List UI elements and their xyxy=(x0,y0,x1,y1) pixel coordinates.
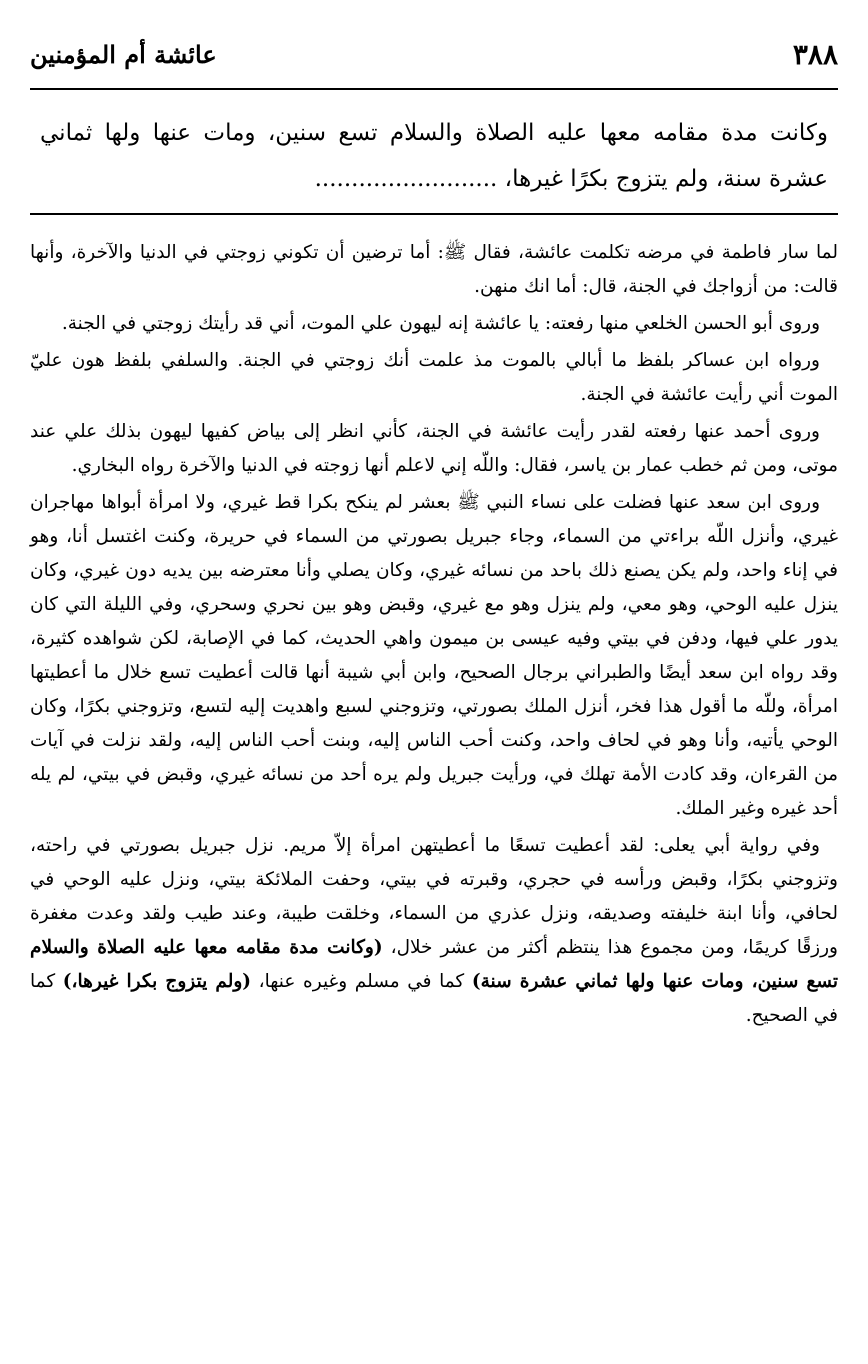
commentary-text: كما في مسلم وغيره عنها، xyxy=(258,971,465,992)
quoted-main-text: (وكانت مدة مقامه معها عليه الصلاة والسلام تسع سنين، ومات عنها ولها ثماني عشرة سنة) xyxy=(30,937,838,992)
commentary-paragraph: وروى أحمد عنها رفعته لقدر رأيت عائشة في الجنة، كأني انظر إلى بياض كفيها ليهون بذلك علي عند موتى، ومن ثم خطب عمار بن ياسر، فقال: واللّه إني لاعلم أنها زوجته في الدنيا والآخرة رواه البخاري. xyxy=(30,421,838,476)
page-number: ٣٨٨ xyxy=(792,37,838,71)
commentary-paragraph: وروى ابن سعد عنها فضلت على نساء النبي ﷺ بعشر لم ينكح بكرا قط غيري، ولا امرأة أبواها مهاجران غيري، وأنزل اللّه براءتي من السماء، وجاء جبريل بصورتي من السماء في حريرة، وكنت اغتسل أنا، وهو في إناء واحد، ولم يكن يصنع ذلك باحد من نسائه غيري، وكان يصلي وأنا معترضه بين يديه دون غيري، وكان ينزل عليه الوحي، وهو معي، ولم ينزل وهو مع غيري، وقبض وهو بين نحري وسحري، وفي الليلة التي كان يدور علي فيها، ودفن في بيتي وفيه عيسى بن ميمون واهي الحديث، كما في الإصابة، لكن شواهده كثيرة، وقد رواه ابن سعد أيضًا والطبراني برجال الصحيح، وابن أبي شيبة أنها قالت أعطيت تسع خلال ما أعطيتها امرأة، وللّه ما أقول هذا فخر، أنزل الملك بصورتي، وتزوجني لسبع واهديت إليه لتسع، وتزوجني بكرًا، وكان الوحي يأتيه، وأنا وهو في لحاف واحد، وكنت أحب الناس إليه، وبنت أحب الناس إليه، ولقد نزلت في آيات من القرءان، وقد كادت الأمة تهلك في، ورأيت جبريل ولم يره أحد من نسائه غيري، وقبض في بيتي، لم يله أحد غيره وغير الملك. xyxy=(30,492,838,819)
quoted-main-text: (ولم يتزوج بكرا غيرها،) xyxy=(62,971,252,992)
commentary-paragraph: ورواه ابن عساكر بلفظ ما أبالي بالموت مذ علمت أنك زوجتي في الجنة. والسلفي بلفظ هون عليّ الموت أني رأيت عائشة في الجنة. xyxy=(30,350,838,405)
commentary-paragraph: وروى أبو الحسن الخلعي منها رفعته: يا عائشة إنه ليهون علي الموت، أني قد رأيتك زوجتي في الجنة. xyxy=(61,313,820,334)
book-title: عائشة أم المؤمنين xyxy=(30,39,217,69)
commentary-text: وفي رواية أبي يعلى: لقد أعطيت تسعًا ما أعطيتهن امرأة إلاّ مريم. نزل جبريل بصورتي في راحته، وتزوجني بكرًا، وقبض ورأسه في حجري، وقبرته في بيتي، وحفت الملائكة بيتي، ونزل عليه الوحي في لحافي، وأنا ابنة خليفته وصديقه، ونزل عذري من السماء، وخلقت طيبة، وعند طيب ولقد وعدت مغفرة ورزقًا كريمًا، ومن مجموع هذا ينتظم أكثر من عشر خلال، xyxy=(30,835,838,958)
main-text xyxy=(40,110,828,202)
header-divider xyxy=(30,88,838,90)
commentary-paragraph: لما سار فاطمة في مرضه تكلمت عائشة، فقال ﷺ: أما ترضين أن تكوني زوجتي في الدنيا والآخرة، وأنها قالت: من أزواجك في الجنة، قال: أما انك منهن. xyxy=(30,242,838,297)
commentary-paragraph-final xyxy=(30,829,838,1033)
commentary xyxy=(30,236,838,1036)
page-header xyxy=(30,34,838,74)
main-text-divider xyxy=(30,213,838,215)
commentary-text: كما في الصحيح. xyxy=(30,971,838,1026)
main-text-body: وكانت مدة مقامه معها عليه الصلاة والسلام تسع سنين، ومات عنها ولها ثماني عشرة سنة، ولم يتزوج بكرًا غيرها، ......................... xyxy=(40,120,828,192)
